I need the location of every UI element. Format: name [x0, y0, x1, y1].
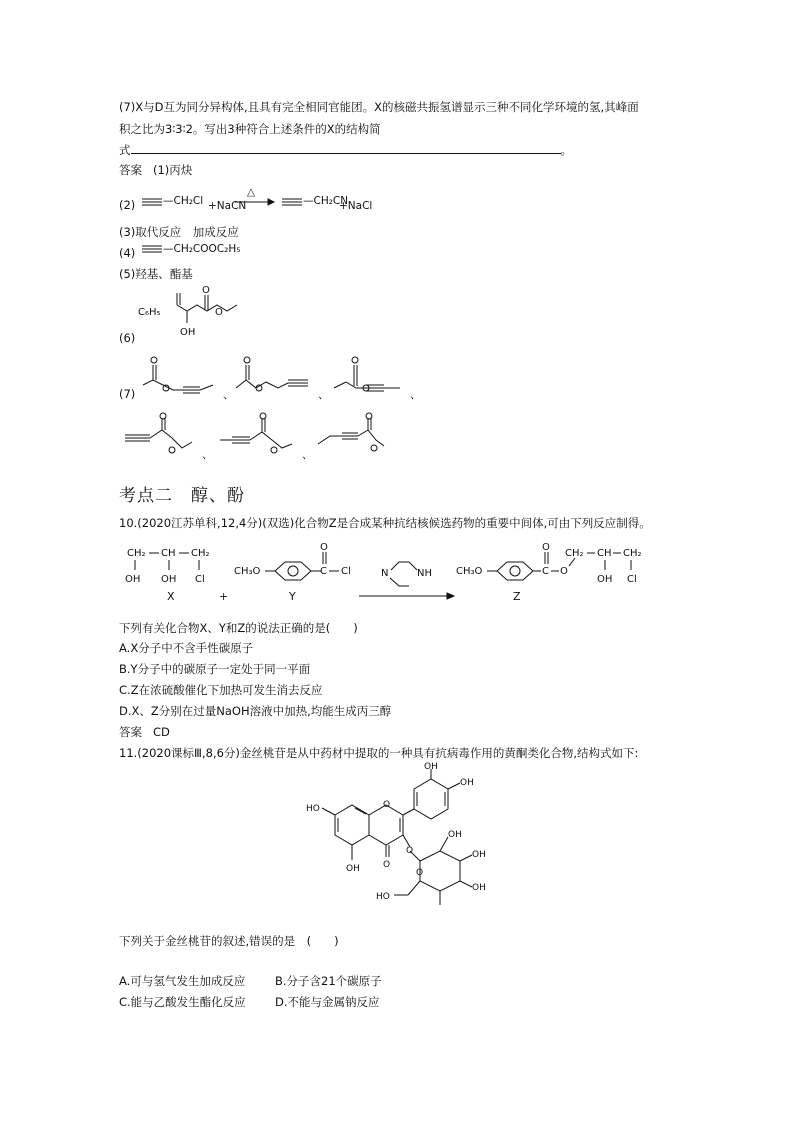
svg-text:、: 、	[302, 448, 313, 461]
z-label: Z	[513, 590, 521, 603]
answer-3: (3)取代反应 加成反应	[119, 225, 239, 239]
answer-7-label: (7)	[119, 387, 136, 401]
q11-stem: 11.(2020课标Ⅲ,8,6分)金丝桃苷是从中药材中提取的一种具有抗病毒作用的黄酮类化合物,结构式如下:	[119, 746, 639, 760]
answer-2-plus-nacn: +NaCN	[208, 200, 247, 212]
q11-o-ketone: O	[383, 860, 391, 870]
answer-2-plus-nacl: +NaCl	[339, 200, 373, 212]
z-ch2-1: CH₂	[565, 548, 584, 559]
answer-1: (1)丙炔	[152, 163, 193, 177]
q7-line2: 积之比为3∶3∶2。写出3种符合上述条件的X的结构简	[119, 122, 381, 136]
q11-o-sugar: O	[416, 868, 424, 878]
z-ch3o: CH₃O	[456, 566, 483, 577]
q11-oh-s2: OH	[472, 850, 486, 860]
c6h5-label: C₆H₅	[138, 307, 161, 318]
svg-text:、: 、	[202, 448, 213, 461]
answer-line	[119, 162, 192, 178]
q10-answer-label: 答案	[119, 725, 142, 739]
section-title: 考点二 醇、酚	[119, 486, 245, 506]
svg-text:、: 、	[223, 388, 234, 401]
z-ch: CH	[597, 548, 612, 559]
svg-text:、: 、	[318, 388, 329, 401]
answer-blank	[131, 143, 561, 154]
q10-reaction-scheme	[119, 540, 679, 610]
catalyst-nh: NH	[417, 568, 432, 579]
q10-option-c: C.Z在浓硫酸催化下加热可发生消去反应	[119, 683, 323, 697]
q10-answer	[119, 724, 170, 740]
plus-sign: +	[219, 590, 229, 603]
answer-2-left: —CH₂Cl	[163, 195, 204, 207]
y-label: Y	[289, 590, 296, 603]
z-o: O	[560, 566, 568, 577]
q7-line3-prefix: 式	[119, 143, 131, 157]
svg-text:O: O	[215, 307, 223, 318]
x-oh-1: OH	[125, 574, 141, 585]
q11-option-d: D.不能与金属钠反应	[275, 995, 380, 1009]
q11-oh-s3: OH	[472, 883, 486, 893]
y-o: O	[320, 542, 328, 553]
q11-oh-top2: OH	[460, 778, 474, 788]
answer-6-label: (6)	[119, 331, 136, 345]
q11-oh-top1: OH	[424, 762, 438, 772]
oh-label: OH	[180, 327, 196, 338]
q7-line3-suffix: 。	[560, 143, 572, 157]
answer-7-structures-row2	[120, 410, 400, 465]
z-c: C	[542, 566, 549, 577]
x-ch2-2: CH₂	[191, 548, 210, 559]
answer-4-formula: —CH₂COOC₂H₅	[163, 243, 241, 255]
answer-6-structure	[140, 283, 250, 343]
answer-2-right: —CH₂CN	[303, 195, 349, 207]
x-ch2-1: CH₂	[127, 548, 146, 559]
q11-ho-left: HO	[306, 804, 320, 814]
q10-stem: 10.(2020江苏单科,12,4分)(双选)化合物Z是合成某种抗结核候选药物的重要中间体,可由下列反应制得。	[119, 516, 651, 530]
answer-4-label: (4)	[119, 246, 136, 260]
answer-2-label: (2)	[119, 198, 136, 212]
x-ch: CH	[161, 548, 176, 559]
z-oh: OH	[597, 574, 613, 585]
y-ch3o: CH₃O	[234, 566, 261, 577]
catalyst-n: N	[381, 568, 389, 579]
q11-option-a: A.可与氢气发生加成反应	[119, 974, 246, 988]
y-c: C	[320, 566, 327, 577]
answer-2-condition: △	[247, 186, 256, 198]
q7-line3	[119, 142, 572, 158]
svg-text:O: O	[542, 542, 550, 553]
answer-7-structures-row1	[138, 350, 438, 405]
x-cl: Cl	[195, 574, 205, 585]
q11-structure	[300, 762, 500, 920]
q11-oh-bottom: OH	[346, 864, 360, 874]
x-label: X	[167, 590, 175, 603]
q10-question: 下列有关化合物X、Y和Z的说法正确的是( )	[119, 621, 358, 635]
q10-option-d: D.X、Z分别在过量NaOH溶液中加热,均能生成丙三醇	[119, 704, 392, 718]
z-cl: Cl	[627, 574, 637, 585]
q11-ho-s4: HO	[376, 892, 390, 902]
q11-question: 下列关于金丝桃苷的叙述,错误的是 ( )	[119, 934, 339, 948]
q10-option-b: B.Y分子中的碳原子一定处于同一平面	[119, 662, 311, 676]
answer-label: 答案	[119, 163, 142, 177]
q10-option-a: A.X分子中不含手性碳原子	[119, 641, 254, 655]
q11-option-c: C.能与乙酸发生酯化反应	[119, 995, 246, 1009]
svg-text:、: 、	[410, 388, 421, 401]
q7-line1: (7)X与D互为同分异构体,且具有完全相同官能团。X的核磁共振氢谱显示三种不同化学环境的氢,其峰面	[119, 100, 639, 114]
q11-oh-s1: OH	[448, 830, 462, 840]
q10-answer-value: CD	[152, 725, 170, 739]
q11-option-b: B.分子含21个碳原子	[275, 974, 382, 988]
answer-5: (5)羟基、酯基	[119, 267, 193, 281]
z-ch2-2: CH₂	[623, 548, 642, 559]
x-oh-2: OH	[161, 574, 177, 585]
q11-o-link: O	[406, 846, 414, 856]
q11-o-ring: O	[383, 800, 391, 810]
svg-text:O: O	[202, 285, 210, 296]
y-cl: Cl	[341, 566, 351, 577]
